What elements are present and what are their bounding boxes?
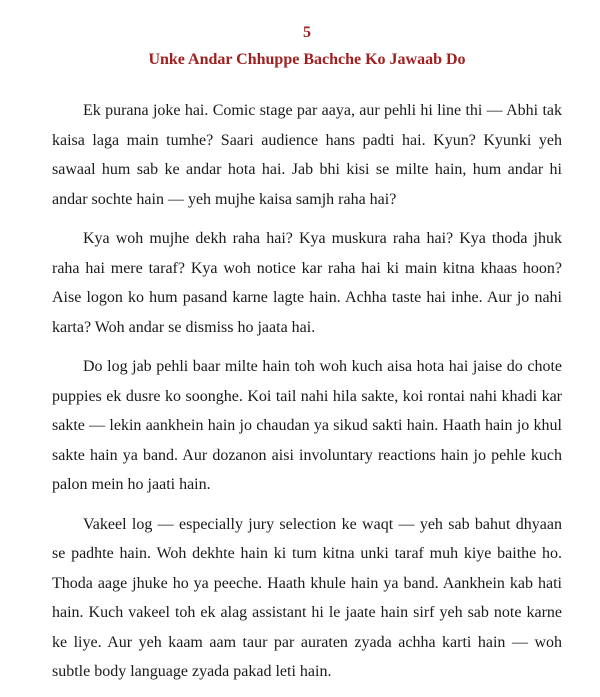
paragraph: Ek purana joke hai. Comic stage par aaya, aur pehli hi line thi — Abhi tak kaisa laga main tumhe? Saari audience hans padti hai. Kyun? Kyunki yeh sawaal hum sab ke andar hota hai. Jab bhi kisi se milte hain, hum andar hi andar sochte hain — yeh mujhe kaisa samjh raha hai? <box>52 102 562 208</box>
chapter-number: 5 <box>303 24 311 41</box>
paragraph: Do log jab pehli baar milte hain toh woh kuch aisa hota hai jaise do chote puppies ek dusre ko soonghe. Koi tail nahi hila sakte, koi rontai nahi khadi kar sakte — lekin aankhein hain jo chaudan ya sikud sakti hain. Haath hain jo khul sakte hain ya band. Aur dozanon aisi involuntary reactions hain jo pehle kuch palon mein ho jaati hain. <box>52 358 562 493</box>
paragraph: Kya woh mujhe dekh raha hai? Kya muskura raha hai? Kya thoda jhuk raha hai mere taraf? Kya woh notice kar raha hai ki main kitna khaas hoon? Aise logon ko hum pasand karne lagte hain. Achha taste hai inhe. Aur jo nahi karta? Woh andar se dismiss ho jaata hai. <box>52 230 562 336</box>
paragraph: Vakeel log — especially jury selection ke waqt — yeh sab bahut dhyaan se padhte hain. Woh dekhte hain ki tum kitna unki taraf muh kiye baithe ho. Thoda aage jhuke ho ya peeche. Haath khule hain ya band. Aankhein kab hati hain. Kuch vakeel toh ek alag assistant hi le jaate hain sirf yeh sab note karne ke liye. Aur yeh kaam aam taur par auraten zyada achha karti hain — woh subtle body language zyada pakad leti hain. <box>52 515 562 680</box>
book-page <box>52 22 562 697</box>
chapter-title: Unke Andar Chhuppe Bachche Ko Jawaab Do <box>148 51 466 68</box>
chapter-body <box>52 96 562 687</box>
